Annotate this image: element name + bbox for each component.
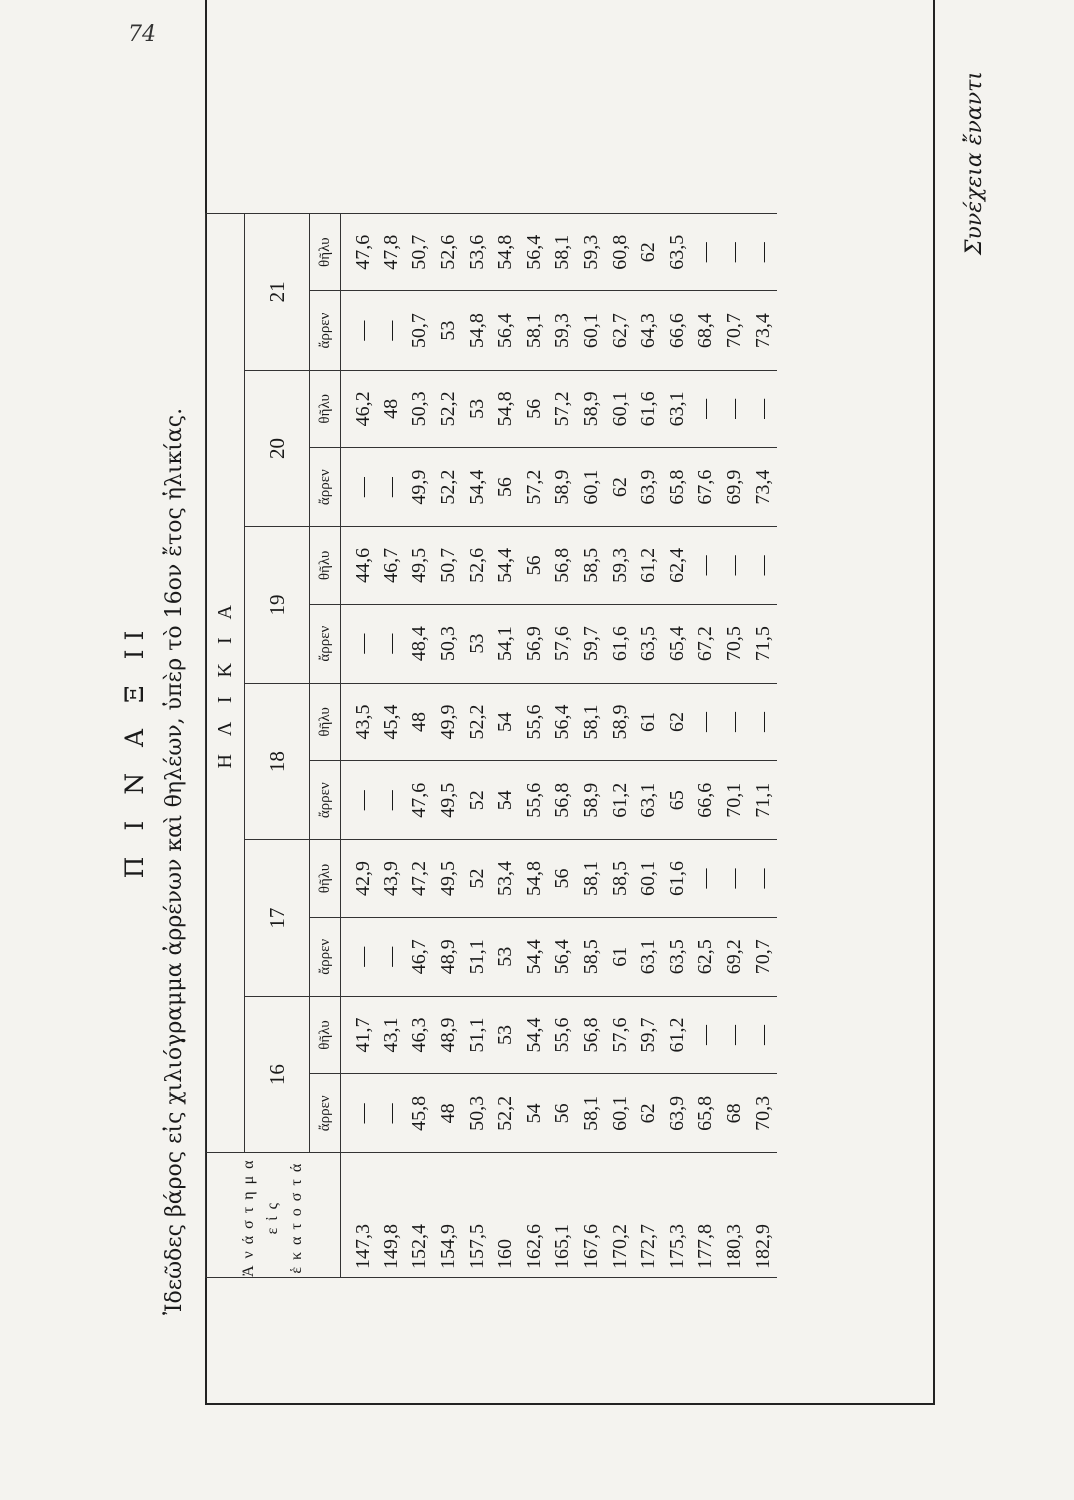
male-weight-cell: 62,7 <box>606 291 635 370</box>
female-weight-cell: 46,3 <box>406 996 435 1073</box>
female-weight-cell: — <box>692 214 721 291</box>
female-weight-cell: 52,2 <box>434 370 463 447</box>
age-header: 21 <box>245 214 310 371</box>
male-weight-cell: 70,1 <box>720 761 749 840</box>
male-weight-cell: 58,1 <box>577 1074 606 1153</box>
female-weight-cell: 54,4 <box>491 527 520 604</box>
female-weight-cell: 56 <box>549 840 578 917</box>
female-weight-cell: 61,2 <box>634 527 663 604</box>
male-weight-cell: 53 <box>434 291 463 370</box>
female-weight-cell: — <box>720 214 749 291</box>
female-weight-cell: 52 <box>463 840 492 917</box>
female-weight-cell: 48,9 <box>434 996 463 1073</box>
female-weight-cell: 48 <box>406 683 435 760</box>
male-weight-cell: 61 <box>606 917 635 996</box>
male-weight-cell: 53 <box>491 917 520 996</box>
female-weight-cell: 63,5 <box>663 214 692 291</box>
male-weight-cell: — <box>341 1074 378 1153</box>
male-weight-cell: 64,3 <box>634 291 663 370</box>
male-column-header: ἄρρεν <box>310 447 341 526</box>
height-cell: 162,6 <box>520 1153 549 1278</box>
male-weight-cell: 62,5 <box>692 917 721 996</box>
height-cell: 157,5 <box>463 1153 492 1278</box>
male-weight-cell: 49,5 <box>434 761 463 840</box>
male-weight-cell: 69,2 <box>720 917 749 996</box>
height-cell: 172,7 <box>634 1153 663 1278</box>
female-weight-cell: 47,6 <box>341 214 378 291</box>
male-weight-cell: 56,4 <box>549 917 578 996</box>
male-weight-cell: 50,7 <box>406 291 435 370</box>
male-weight-cell: 59,7 <box>577 604 606 683</box>
female-weight-cell: 58,1 <box>577 683 606 760</box>
female-weight-cell: 56,4 <box>549 683 578 760</box>
female-weight-cell: 58,9 <box>577 370 606 447</box>
male-weight-cell: 58,9 <box>577 761 606 840</box>
male-column-header: ἄρρεν <box>310 761 341 840</box>
female-weight-cell: 56 <box>520 527 549 604</box>
table-row <box>406 214 435 1278</box>
female-weight-cell: 54,8 <box>491 214 520 291</box>
female-weight-cell: 62 <box>634 214 663 291</box>
female-weight-cell: 57,2 <box>549 370 578 447</box>
age-header: 16 <box>245 996 310 1153</box>
male-weight-cell: 50,3 <box>434 604 463 683</box>
height-header-line2: εἰς ἑκατοστά <box>264 1156 305 1274</box>
female-weight-cell: — <box>692 527 721 604</box>
height-cell: 154,9 <box>434 1153 463 1278</box>
female-weight-cell: 58,5 <box>577 527 606 604</box>
table-row <box>377 214 406 1278</box>
male-weight-cell: 52 <box>463 761 492 840</box>
male-weight-cell: 46,7 <box>406 917 435 996</box>
male-weight-cell: 73,4 <box>749 447 778 526</box>
female-weight-cell: 56,8 <box>549 527 578 604</box>
male-weight-cell: 71,5 <box>749 604 778 683</box>
age-header: 19 <box>245 527 310 684</box>
table-row <box>749 214 778 1278</box>
male-weight-cell: — <box>341 447 378 526</box>
female-weight-cell: 46,2 <box>341 370 378 447</box>
female-weight-cell: 59,3 <box>577 214 606 291</box>
male-weight-cell: 53 <box>463 604 492 683</box>
female-weight-cell: 50,7 <box>406 214 435 291</box>
female-weight-cell: 50,3 <box>406 370 435 447</box>
male-weight-cell: 73,4 <box>749 291 778 370</box>
male-weight-cell: 63,9 <box>663 1074 692 1153</box>
male-weight-cell: 65 <box>663 761 692 840</box>
height-cell: 152,4 <box>406 1153 435 1278</box>
male-weight-cell: 65,8 <box>692 1074 721 1153</box>
female-weight-cell: 61 <box>634 683 663 760</box>
male-weight-cell: 61,2 <box>606 761 635 840</box>
male-weight-cell: 47,6 <box>406 761 435 840</box>
height-column-header <box>206 1153 341 1278</box>
female-weight-cell: — <box>692 996 721 1073</box>
age-header: 20 <box>245 370 310 527</box>
male-weight-cell: 68,4 <box>692 291 721 370</box>
height-cell: 160 <box>491 1153 520 1278</box>
table-row <box>520 214 549 1278</box>
female-weight-cell: 57,6 <box>606 996 635 1073</box>
continued-note: Συνέχεια ἔναντι <box>962 71 987 255</box>
male-weight-cell: 56,9 <box>520 604 549 683</box>
male-weight-cell: 52,2 <box>434 447 463 526</box>
female-weight-cell: — <box>720 996 749 1073</box>
male-weight-cell: 48,4 <box>406 604 435 683</box>
male-weight-cell: 58,1 <box>520 291 549 370</box>
female-weight-cell: 56,4 <box>520 214 549 291</box>
female-column-header: θῆλυ <box>310 370 341 447</box>
male-weight-cell: 66,6 <box>663 291 692 370</box>
male-weight-cell: 63,1 <box>634 761 663 840</box>
female-column-header: θῆλυ <box>310 996 341 1073</box>
female-weight-cell: — <box>749 214 778 291</box>
female-column-header: θῆλυ <box>310 683 341 760</box>
male-weight-cell: — <box>377 604 406 683</box>
female-weight-cell: — <box>720 840 749 917</box>
male-weight-cell: 57,2 <box>520 447 549 526</box>
table-row <box>491 214 520 1278</box>
height-cell: 177,8 <box>692 1153 721 1278</box>
female-weight-cell: 53 <box>463 370 492 447</box>
female-weight-cell: 52,2 <box>463 683 492 760</box>
male-weight-cell: 54 <box>491 761 520 840</box>
female-weight-cell: 52,6 <box>463 527 492 604</box>
female-weight-cell: 62 <box>663 683 692 760</box>
age-header: 18 <box>245 683 310 840</box>
height-header-line1: Ἀνάστημα <box>240 1153 257 1277</box>
height-cell: 147,3 <box>341 1153 378 1278</box>
female-weight-cell: 56,8 <box>577 996 606 1073</box>
female-column-header: θῆλυ <box>310 527 341 604</box>
female-column-header: θῆλυ <box>310 840 341 917</box>
female-weight-cell: 53,6 <box>463 214 492 291</box>
male-weight-cell: 69,9 <box>720 447 749 526</box>
male-weight-cell: 55,6 <box>520 761 549 840</box>
male-weight-cell: 52,2 <box>491 1074 520 1153</box>
female-weight-cell: 41,7 <box>341 996 378 1073</box>
female-weight-cell: 60,1 <box>634 840 663 917</box>
male-weight-cell: 60,1 <box>606 1074 635 1153</box>
male-weight-cell: 62 <box>606 447 635 526</box>
age-header: 17 <box>245 840 310 997</box>
male-weight-cell: — <box>377 917 406 996</box>
male-weight-cell: 49,9 <box>406 447 435 526</box>
male-weight-cell: 54,8 <box>463 291 492 370</box>
female-weight-cell: 58,1 <box>577 840 606 917</box>
male-weight-cell: 66,6 <box>692 761 721 840</box>
female-weight-cell: 47,2 <box>406 840 435 917</box>
female-weight-cell: 62,4 <box>663 527 692 604</box>
male-weight-cell: 58,5 <box>577 917 606 996</box>
table-row <box>549 214 578 1278</box>
table-title: Π Ι Ν Α Ξ ΙΙ <box>120 621 149 879</box>
male-column-header: ἄρρεν <box>310 604 341 683</box>
female-weight-cell: 44,6 <box>341 527 378 604</box>
table-row <box>634 214 663 1278</box>
female-weight-cell: — <box>692 840 721 917</box>
male-weight-cell: — <box>377 1074 406 1153</box>
female-weight-cell: 54,4 <box>520 996 549 1073</box>
height-cell: 149,8 <box>377 1153 406 1278</box>
male-weight-cell: 70,3 <box>749 1074 778 1153</box>
female-column-header: θῆλυ <box>310 214 341 291</box>
male-weight-cell: — <box>341 761 378 840</box>
height-cell: 165,1 <box>549 1153 578 1278</box>
male-weight-cell: 70,7 <box>720 291 749 370</box>
female-weight-cell: 43,9 <box>377 840 406 917</box>
female-weight-cell: 53,4 <box>491 840 520 917</box>
male-weight-cell: 63,9 <box>634 447 663 526</box>
male-weight-cell: — <box>341 604 378 683</box>
female-weight-cell: 55,6 <box>520 683 549 760</box>
male-weight-cell: 65,8 <box>663 447 692 526</box>
female-weight-cell: 55,6 <box>549 996 578 1073</box>
male-weight-cell: 58,9 <box>549 447 578 526</box>
female-weight-cell: — <box>749 996 778 1073</box>
female-weight-cell: — <box>749 370 778 447</box>
male-weight-cell: 68 <box>720 1074 749 1153</box>
female-weight-cell: 49,5 <box>406 527 435 604</box>
male-weight-cell: — <box>377 447 406 526</box>
male-weight-cell: 63,5 <box>634 604 663 683</box>
female-weight-cell: 54,8 <box>491 370 520 447</box>
male-weight-cell: 70,7 <box>749 917 778 996</box>
male-weight-cell: 60,1 <box>577 291 606 370</box>
table-row <box>463 214 492 1278</box>
male-column-header: ἄρρεν <box>310 917 341 996</box>
male-weight-cell: 56 <box>491 447 520 526</box>
male-column-header: ἄρρεν <box>310 1074 341 1153</box>
female-weight-cell: 47,8 <box>377 214 406 291</box>
female-weight-cell: 58,5 <box>606 840 635 917</box>
male-weight-cell: 56,4 <box>491 291 520 370</box>
weight-table <box>205 213 777 1278</box>
female-weight-cell: 56 <box>520 370 549 447</box>
table-row <box>720 214 749 1278</box>
female-weight-cell: 43,5 <box>341 683 378 760</box>
female-weight-cell: 50,7 <box>434 527 463 604</box>
female-weight-cell: — <box>720 683 749 760</box>
female-weight-cell: 59,7 <box>634 996 663 1073</box>
male-weight-cell: 54,4 <box>520 917 549 996</box>
female-weight-cell: 54,8 <box>520 840 549 917</box>
female-weight-cell: 42,9 <box>341 840 378 917</box>
table-row <box>692 214 721 1278</box>
male-weight-cell: 54,1 <box>491 604 520 683</box>
female-weight-cell: — <box>692 370 721 447</box>
table-row <box>606 214 635 1278</box>
female-weight-cell: 51,1 <box>463 996 492 1073</box>
female-weight-cell: 49,5 <box>434 840 463 917</box>
female-weight-cell: 45,4 <box>377 683 406 760</box>
female-weight-cell: 48 <box>377 370 406 447</box>
table-row <box>577 214 606 1278</box>
male-weight-cell: 48 <box>434 1074 463 1153</box>
male-weight-cell: — <box>341 291 378 370</box>
female-weight-cell: 58,1 <box>549 214 578 291</box>
female-weight-cell: 59,3 <box>606 527 635 604</box>
male-weight-cell: 67,6 <box>692 447 721 526</box>
female-weight-cell: 54 <box>491 683 520 760</box>
height-cell: 182,9 <box>749 1153 778 1278</box>
height-cell: 167,6 <box>577 1153 606 1278</box>
table-subtitle: Ἰδεῶδες βάρος εἰς χιλιόγραμμα ἀρρένων καὶ θηλέων, ὑπὲρ τὸ 16ον ἔτος ἡλικίας. <box>162 407 187 1315</box>
height-cell: 175,3 <box>663 1153 692 1278</box>
male-weight-cell: 65,4 <box>663 604 692 683</box>
male-weight-cell: 60,1 <box>577 447 606 526</box>
height-cell: 180,3 <box>720 1153 749 1278</box>
female-weight-cell: 63,1 <box>663 370 692 447</box>
female-weight-cell: — <box>749 527 778 604</box>
female-weight-cell: 53 <box>491 996 520 1073</box>
table-row <box>663 214 692 1278</box>
male-column-header: ἄρρεν <box>310 291 341 370</box>
table-row <box>434 214 463 1278</box>
female-weight-cell: — <box>749 683 778 760</box>
male-weight-cell: — <box>377 761 406 840</box>
female-weight-cell: 60,1 <box>606 370 635 447</box>
female-weight-cell: 52,6 <box>434 214 463 291</box>
female-weight-cell: 61,6 <box>663 840 692 917</box>
male-weight-cell: 54 <box>520 1074 549 1153</box>
male-weight-cell: 62 <box>634 1074 663 1153</box>
page-number: 74 <box>128 22 156 47</box>
female-weight-cell: 61,2 <box>663 996 692 1073</box>
male-weight-cell: 50,3 <box>463 1074 492 1153</box>
male-weight-cell: — <box>341 917 378 996</box>
female-weight-cell: 49,9 <box>434 683 463 760</box>
male-weight-cell: 48,9 <box>434 917 463 996</box>
male-weight-cell: 51,1 <box>463 917 492 996</box>
age-group-header: Η Λ Ι Κ Ι Α <box>206 214 245 1153</box>
height-cell: 170,2 <box>606 1153 635 1278</box>
male-weight-cell: 70,5 <box>720 604 749 683</box>
table-row <box>341 214 378 1278</box>
male-weight-cell: 56,8 <box>549 761 578 840</box>
female-weight-cell: 61,6 <box>634 370 663 447</box>
male-weight-cell: 45,8 <box>406 1074 435 1153</box>
male-weight-cell: 57,6 <box>549 604 578 683</box>
male-weight-cell: — <box>377 291 406 370</box>
male-weight-cell: 56 <box>549 1074 578 1153</box>
female-weight-cell: — <box>749 840 778 917</box>
male-weight-cell: 63,1 <box>634 917 663 996</box>
male-weight-cell: 67,2 <box>692 604 721 683</box>
male-weight-cell: 59,3 <box>549 291 578 370</box>
male-weight-cell: 54,4 <box>463 447 492 526</box>
male-weight-cell: 61,6 <box>606 604 635 683</box>
female-weight-cell: — <box>692 683 721 760</box>
female-weight-cell: — <box>720 370 749 447</box>
female-weight-cell: 58,9 <box>606 683 635 760</box>
female-weight-cell: 43,1 <box>377 996 406 1073</box>
female-weight-cell: 60,8 <box>606 214 635 291</box>
female-weight-cell: 46,7 <box>377 527 406 604</box>
female-weight-cell: — <box>720 527 749 604</box>
male-weight-cell: 63,5 <box>663 917 692 996</box>
male-weight-cell: 71,1 <box>749 761 778 840</box>
